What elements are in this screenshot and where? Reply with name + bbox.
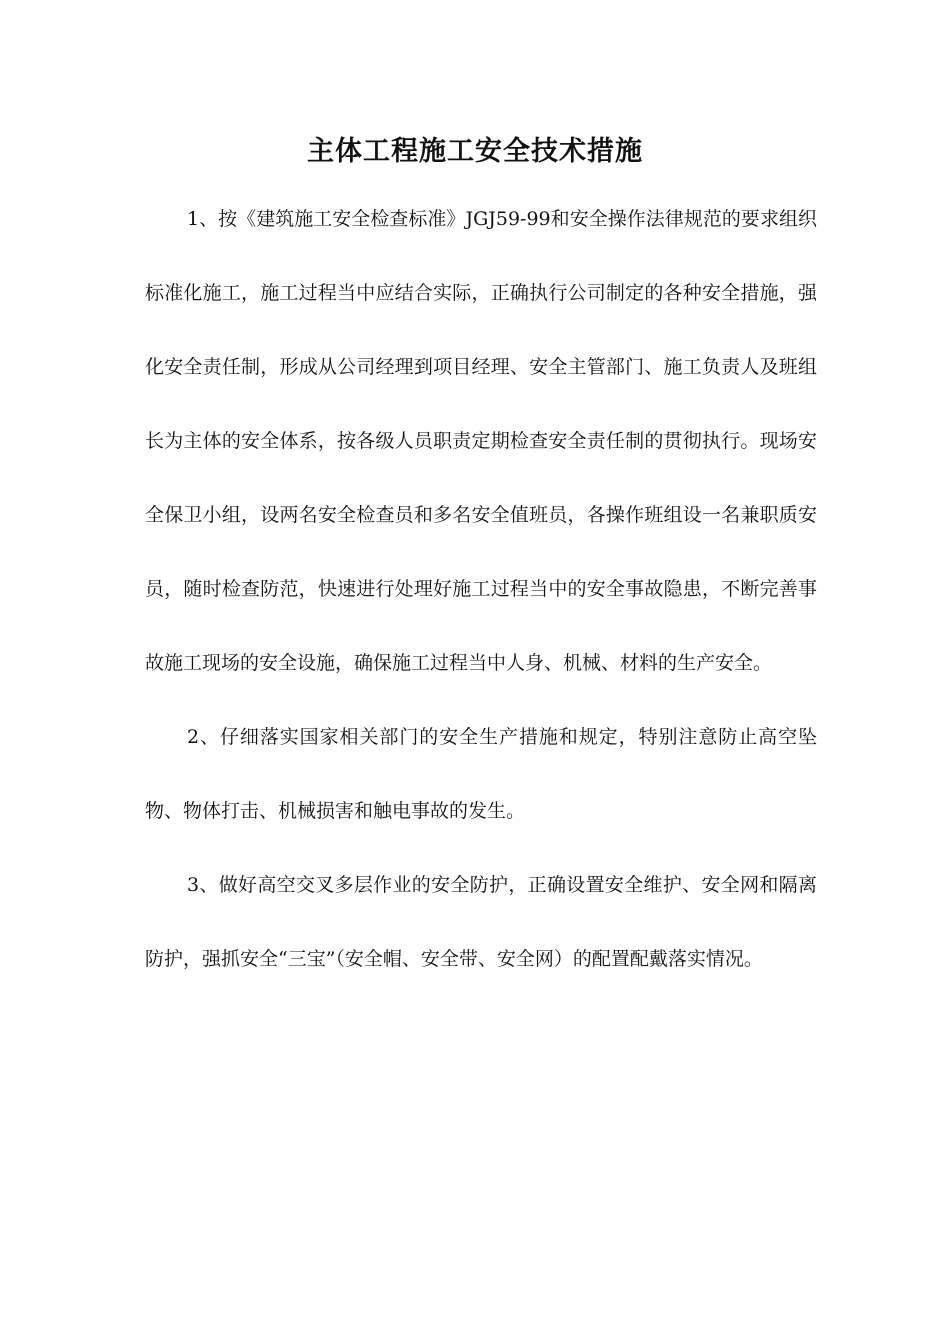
- document-title: 主体工程施工安全技术措施: [307, 136, 643, 167]
- paragraph-2: 2、仔细落实国家相关部门的安全生产措施和规定，特别注意防止高空坠物、物体打击、机械损害和触电事故的发生。: [145, 726, 817, 822]
- paragraph-1: 1、按《建筑施工安全检查标准》JGJ59-99和安全操作法律规范的要求组织标准化施工，施工过程当中应结合实际，正确执行公司制定的各种安全措施，强化安全责任制，形成从公司经理到项目经理、安全主管部门、施工负责人及班组长为主体的安全体系，按各级人员职责定期检查安全责任制的贯彻执行。现场安全保卫小组，设两名安全检查员和多名安全值班员，各操作班组设一名兼职质安员，随时检查防范，快速进行处理好施工过程当中的安全事故隐患，不断完善事故施工现场的安全设施，确保施工过程当中人身、机械、材料的生产安全。: [145, 208, 817, 674]
- paragraph-3: 3、做好高空交叉多层作业的安全防护，正确设置安全维护、安全网和隔离防护，强抓安全“三宝”（安全帽、安全带、安全网）的配置配戴落实情况。: [145, 874, 817, 970]
- document-body: [145, 182, 817, 996]
